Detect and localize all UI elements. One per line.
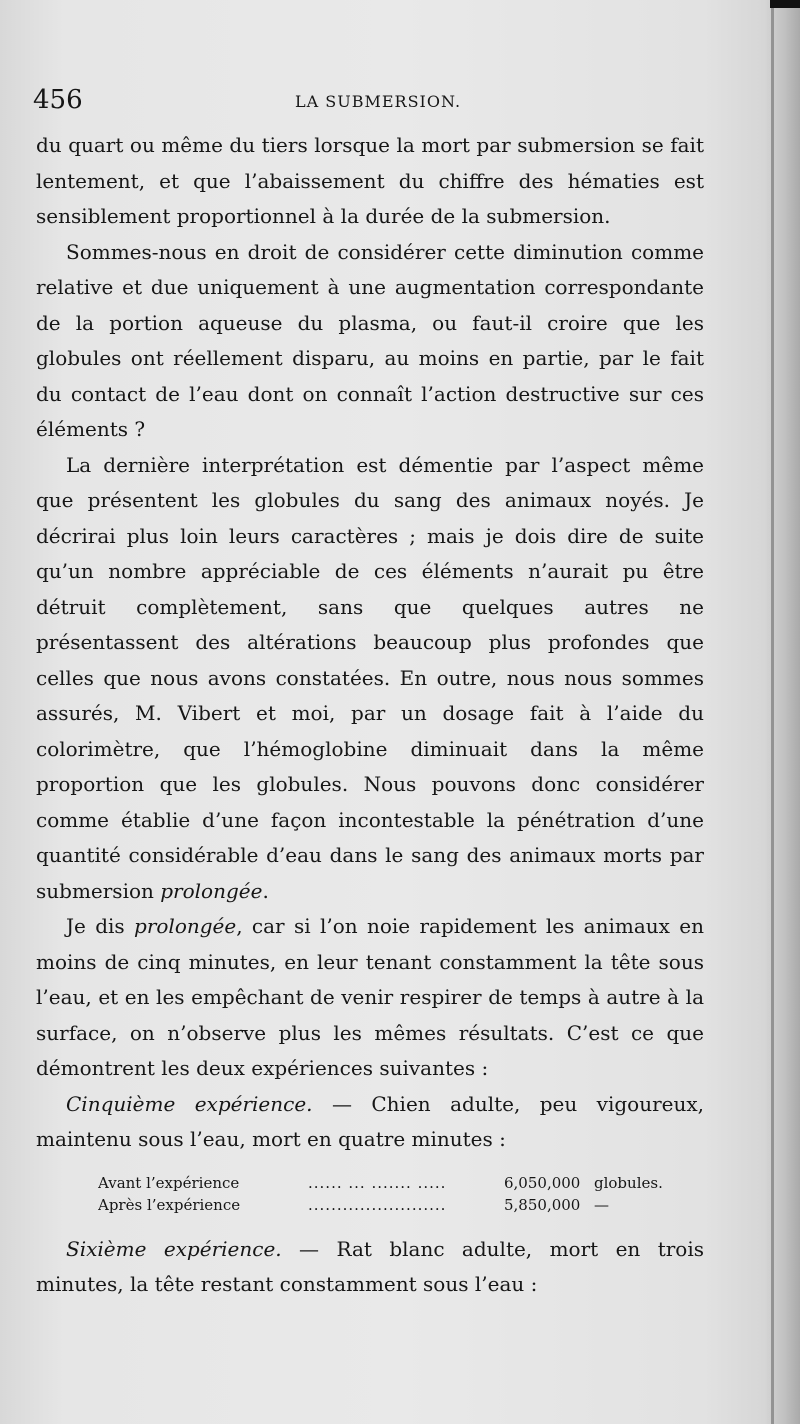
running-title: LA SUBMERSION. — [295, 92, 462, 111]
corner-mark — [770, 0, 800, 8]
page-number: 456 — [33, 85, 83, 115]
table-value: 6,050,000 — [504, 1173, 581, 1192]
page-header — [33, 82, 713, 122]
fifth-experience-text: — Chien adulte, peu vigoureux, maintenu sous l’eau, mort en quatre minutes : — [36, 1091, 705, 1151]
paragraph-3-italic: prolongée — [160, 878, 263, 903]
table-label: Après l’expérience — [98, 1195, 241, 1214]
paragraph-4-rest: , car si l’on noie rapidement les animaux en moins de cinq minutes, en leur tenant constamment la tête sous l’eau, et en les empêchant de venir respirer de temps à autre à la surface, on n’observe plus les mêmes résultats. C’est ce que démontrent les deux expériences suivantes : — [36, 914, 704, 1080]
table-dots: ........................ — [308, 1195, 447, 1214]
paragraph-3-text: La dernière interprétation est démentie par l’aspect même que présentent les globules du sang des animaux noyés. Je décrirai plus loin leurs caractères ; mais je dois dire de suite qu’un nombre appréciable de ces éléments n’aurait pu être détruit complètement, sans que quelques autres ne présentassent des altérations beaucoup plus profondes que celles que nous avons constatées. En outre, nous nous sommes assurés, M. Vibert et moi, par un dosage fait à l’aide du colorimètre, que l’hémoglobine diminuait dans la même proportion que les globules. Nous pouvons donc considérer comme établie d’une façon incontestable la pénétration d’une quantité considérable d’eau dans le sang des animaux morts par submersion — [36, 452, 704, 903]
table-label: Avant l’expérience — [98, 1173, 240, 1192]
page-edge-shadow — [764, 0, 800, 1424]
paragraph-5 — [36, 1087, 704, 1158]
sixth-experience-heading: Sixième expérience. — [66, 1236, 282, 1261]
experiment-results-table — [98, 1172, 688, 1216]
paragraph-3 — [36, 448, 704, 910]
table-row — [98, 1194, 688, 1216]
table-unit: globules. — [594, 1173, 663, 1192]
paragraph-4-italic: prolongée — [134, 914, 237, 938]
binding-line — [771, 0, 774, 1424]
paragraph-6 — [36, 1232, 704, 1303]
page-text — [36, 128, 704, 1303]
fifth-experience-heading: Cinquième expérience. — [66, 1091, 313, 1116]
table-value: 5,850,000 — [504, 1195, 581, 1214]
paragraph-4-start: Je dis — [66, 914, 125, 938]
paragraph-1: du quart ou même du tiers lorsque la mort par submersion se fait lentement, et que l’abaissement du chiffre des hématies est sensiblement proportionnel à la durée de la submersion. — [36, 133, 704, 228]
table-row — [98, 1172, 688, 1194]
paragraph-2: Sommes-nous en droit de considérer cette diminution comme relative et due uniquement à une augmentation correspondante de la portion aqueuse du plasma, ou faut-il croire que les globules ont réellement disparu, au moins en partie, par le fait du contact de l’eau dont on connaît l’action destructive sur ces éléments ? — [36, 239, 704, 441]
table-unit: — — [594, 1195, 609, 1214]
sixth-experience-text: — Rat blanc adulte, mort en trois minutes, la tête restant constamment sous l’eau : — [36, 1236, 704, 1296]
paragraph-3-end: . — [262, 878, 269, 903]
paragraph-4 — [36, 909, 704, 1087]
table-dots: ...... ... ....... ..... — [308, 1173, 447, 1192]
